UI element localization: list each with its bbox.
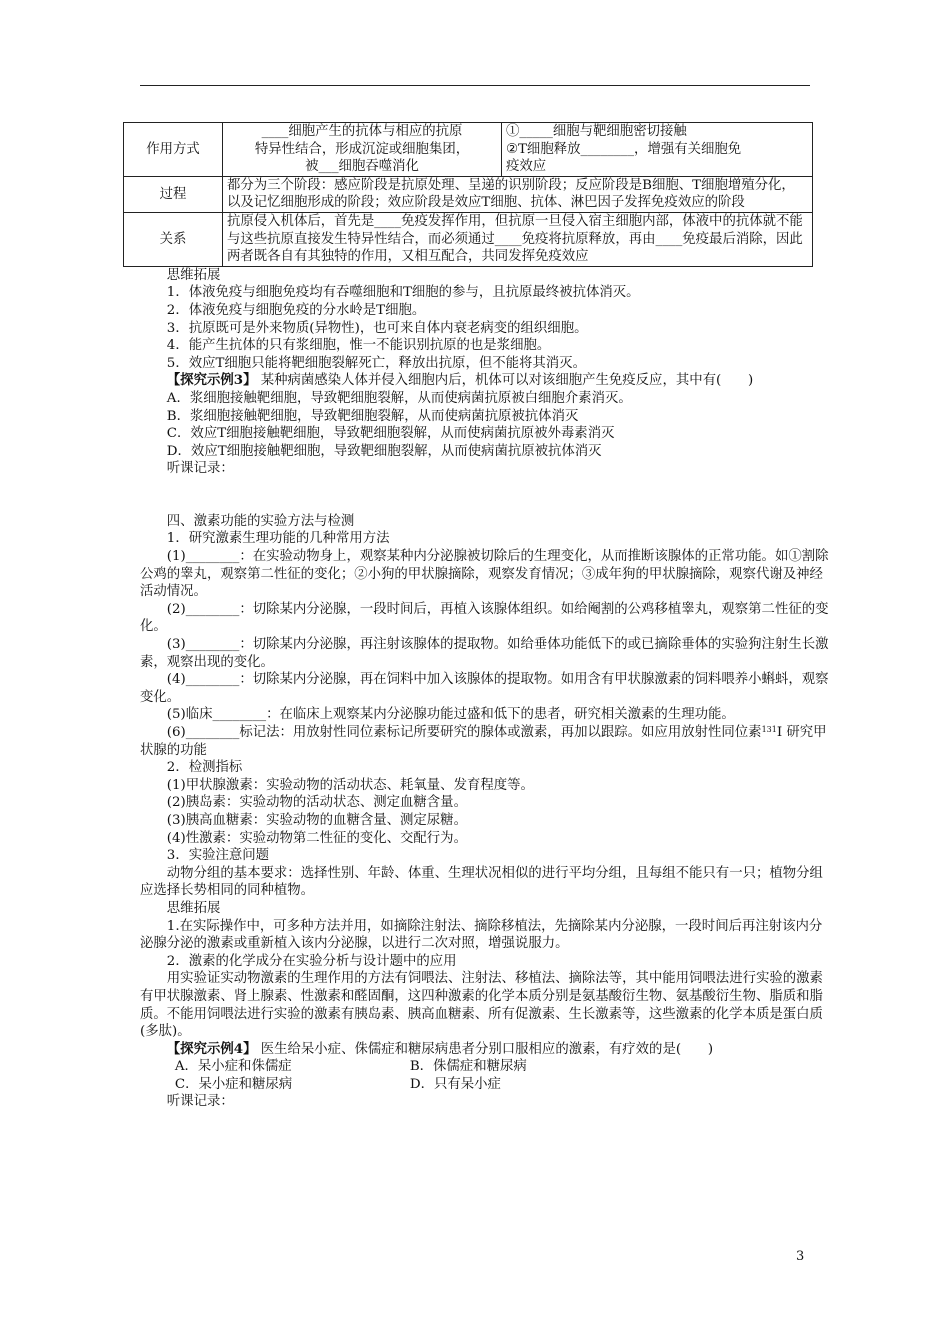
immunity-comparison-table bbox=[123, 122, 813, 267]
thinking1-item-4: 4．能产生抗体的只有浆细胞，惟一不能识别抗原的也是浆细胞。 bbox=[166, 338, 551, 354]
page-number: 3 bbox=[796, 1249, 805, 1264]
method-6 bbox=[140, 724, 830, 759]
grouping-requirements: 动物分组的基本要求：选择性别、年龄、体重、生理状况相似的进行平均分组，且每组不能只有一只；植物分组应选择长势相同的同种植物。 bbox=[140, 865, 823, 899]
cellular-mode-cell bbox=[502, 123, 813, 177]
example3-option-d: D．效应T细胞接触靶细胞，导致靶细胞裂解，从而使病菌抗原被抗体消灭 bbox=[166, 443, 602, 459]
humoral-line-2: 特异性结合，形成沉淀或细胞集团， bbox=[254, 141, 470, 157]
relation-cell: 抗原侵入机体后，首先是____免疫发挥作用，但抗原一旦侵入宿主细胞内部，体液中的抗体就不能与这些抗原直接发生特异性结合，而必须通过____免疫将抗原释放，再由____免疫最后消除，因此两者既各自有其独特的作用，又相互配合，共同发挥免疫效应 bbox=[223, 212, 813, 266]
section4-sub2: 2．检测指标 bbox=[166, 760, 243, 776]
example4-option-d: D．只有呆小症 bbox=[409, 1076, 501, 1092]
thinking1-item-1: 1．体液免疫与细胞免疫均有吞噬细胞和T细胞的参与，且抗原最终被抗体消灭。 bbox=[166, 285, 640, 301]
example4-options-row-2 bbox=[140, 1076, 830, 1094]
method-6-tail: I 研究甲状腺的功能 bbox=[140, 725, 827, 758]
humoral-line-1: ____细胞产生的抗体与相应的抗原 bbox=[261, 124, 463, 139]
indicator-4: (4)性激素：实验动物第二性征的变化、交配行为。 bbox=[166, 830, 467, 846]
example3-text: 某种病菌感染人体并侵入细胞内后，机体可以对该细胞产生免疫反应，其中有( ) bbox=[260, 373, 754, 389]
cellular-line-3: 疫效应 bbox=[506, 159, 547, 175]
row-label-relation: 关系 bbox=[124, 212, 223, 266]
header-rule bbox=[140, 85, 810, 86]
thinking-title-2: 思维拓展 bbox=[166, 900, 221, 916]
thinking2-p1: 1.在实际操作中，可多种方法并用，如摘除注射法、摘除移植法，先摘除某内分泌腺，一段时间后再注射该内分泌腺分泌的激素或重新植入该内分泌腺，以进行二次对照，增强说服力。 bbox=[140, 918, 823, 952]
method-2: (2)________：切除某内分泌腺，一段时间后，再植入该腺体组织。如给阉割的公鸡移植睾丸，观察第二性征的变化。 bbox=[140, 601, 829, 635]
thinking1-item-2: 2．体液免疫与细胞免疫的分水岭是T细胞。 bbox=[166, 302, 426, 318]
row-label-process: 过程 bbox=[124, 176, 223, 212]
example4-option-b: B．侏儒症和糖尿病 bbox=[409, 1059, 527, 1075]
humoral-line-3: 被___细胞吞噬消化 bbox=[305, 159, 419, 175]
thinking2-p2: 2．激素的化学成分在实验分析与设计题中的应用 bbox=[166, 953, 457, 969]
indicator-3: (3)胰高血糖素：实验动物的血糖含量、测定尿糖。 bbox=[166, 812, 467, 828]
table-row-relation bbox=[124, 212, 813, 266]
example3-question bbox=[140, 372, 830, 390]
method-6-text: (6)________标记法：用放射性同位素标记所要研究的腺体或激素，再加以跟踪。如应用放射性同位素 bbox=[166, 725, 762, 740]
table-row-process bbox=[124, 176, 813, 212]
isotope-superscript: 131 bbox=[761, 725, 777, 734]
example4-option-a: A．呆小症和侏儒症 bbox=[174, 1059, 292, 1075]
example4-notes: 听课记录： bbox=[166, 1094, 234, 1110]
example3-option-b: B．浆细胞接触靶细胞，导致靶细胞裂解，从而使病菌抗原被抗体消灭 bbox=[166, 408, 579, 424]
example4-options-row-1 bbox=[140, 1058, 830, 1076]
example3-option-a: A．浆细胞接触靶细胞，导致靶细胞裂解，从而使病菌抗原被白细胞介素消灭。 bbox=[166, 390, 632, 406]
thinking-title-1: 思维拓展 bbox=[166, 267, 221, 283]
thinking1-item-3: 3．抗原既可是外来物质(异物性)，也可来自体内衰老病变的组织细胞。 bbox=[166, 320, 588, 336]
row-label-mode: 作用方式 bbox=[124, 123, 223, 177]
thinking1-item-5: 5．效应T细胞只能将靶细胞裂解死亡，释放出抗原，但不能将其消灭。 bbox=[166, 355, 586, 371]
page-content bbox=[140, 122, 830, 1111]
section4-title: 四、激素功能的实验方法与检测 bbox=[166, 513, 355, 529]
example3-notes: 听课记录： bbox=[166, 461, 234, 477]
example3-tag: 【探究示例3】 bbox=[166, 372, 257, 389]
example4-question bbox=[140, 1041, 830, 1059]
thinking2-p3: 用实验证实动物激素的生理作用的方法有饲喂法、注射法、移植法、摘除法等，其中能用饲喂法进行实验的激素有甲状腺激素、肾上腺素、性激素和醛固酮，这四种激素的化学本质分别是氨基酸衍生物、氨基酸衍生物、脂质和脂质。不能用饲喂法进行实验的激素有胰岛素、胰高血糖素、所有促激素、生长激素等，这些激素的化学本质是蛋白质(多肽)。 bbox=[140, 971, 823, 1040]
method-3: (3)________：切除某内分泌腺，再注射该腺体的提取物。如给垂体功能低下的或已摘除垂体的实验狗注射生长激素，观察出现的变化。 bbox=[140, 637, 829, 670]
section4-sub1: 1．研究激素生理功能的几种常用方法 bbox=[166, 531, 390, 547]
method-4: (4)________：切除某内分泌腺，再在饲料中加入该腺体的提取物。如用含有甲状腺激素的饲料喂养小蝌蚪，观察变化。 bbox=[140, 672, 829, 705]
cellular-line-2: ②T细胞释放________，增强有关细胞免 bbox=[506, 141, 742, 157]
process-cell: 都分为三个阶段：感应阶段是抗原处理、呈递的识别阶段；反应阶段是B细胞、T细胞增殖分化，以及记忆细胞形成的阶段；效应阶段是效应T细胞、抗体、淋巴因子发挥免疫效应的阶段 bbox=[223, 176, 813, 212]
indicator-2: (2)胰岛素：实验动物的活动状态、测定血糖含量。 bbox=[166, 795, 467, 811]
section4-sub3: 3．实验注意问题 bbox=[166, 848, 270, 864]
indicator-1: (1)甲状腺激素：实验动物的活动状态、耗氧量、发育程度等。 bbox=[166, 777, 534, 793]
method-1: (1)________：在实验动物身上，观察某种内分泌腺被切除后的生理变化，从而推断该腺体的正常功能。如①割除公鸡的睾丸，观察第二性征的变化；②小狗的甲状腺摘除，观察发育情况；③成年狗的甲状腺摘除，观察代谢及神经活动情况。 bbox=[140, 549, 829, 600]
table-row-mode bbox=[124, 123, 813, 177]
method-5: (5)临床________：在临床上观察某内分泌腺功能过盛和低下的患者，研究相关激素的生理功能。 bbox=[166, 707, 735, 723]
example4-text: 医生给呆小症、侏儒症和糖尿病患者分别口服相应的激素，有疗效的是( ) bbox=[260, 1041, 714, 1057]
humoral-mode-cell bbox=[223, 123, 502, 177]
example4-tag: 【探究示例4】 bbox=[166, 1040, 257, 1057]
cellular-line-1: ①_____细胞与靶细胞密切接触 bbox=[506, 124, 687, 139]
example4-option-c: C．呆小症和糖尿病 bbox=[174, 1076, 293, 1092]
example3-option-c: C．效应T细胞接触靶细胞，导致靶细胞裂解，从而使病菌抗原被外毒素消灭 bbox=[166, 426, 615, 442]
